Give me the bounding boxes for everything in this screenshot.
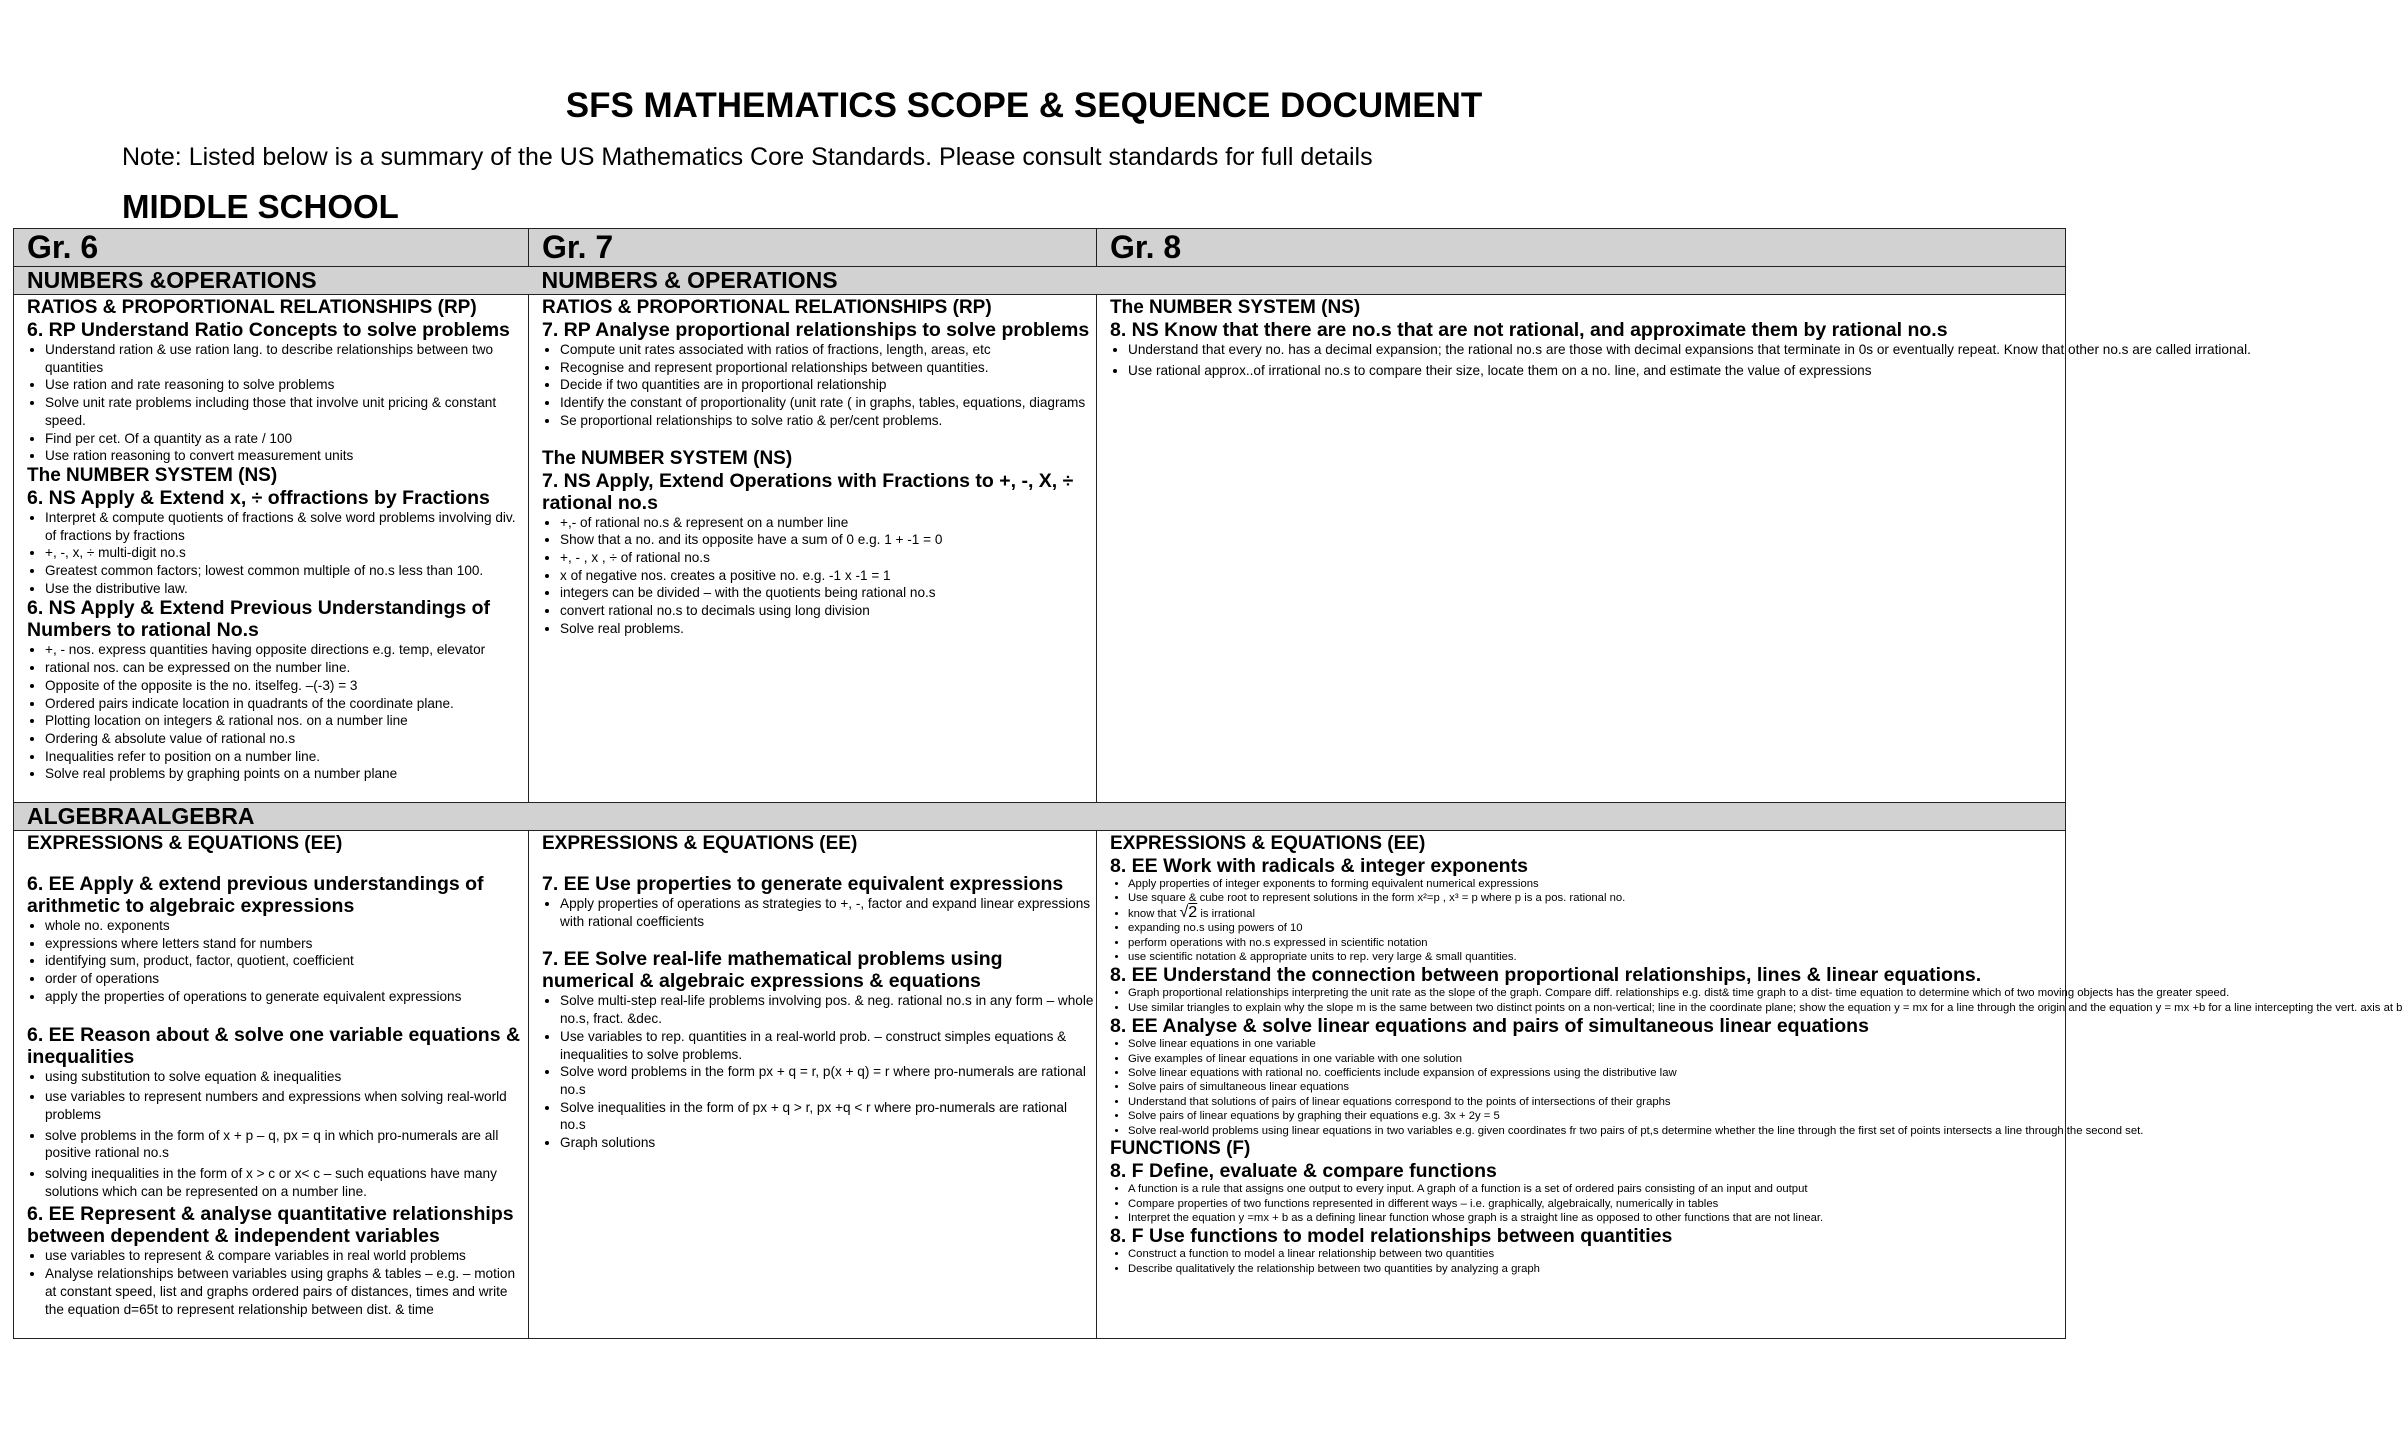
list-item: • Identify the constant of proportionality (unit rate ( in graphs, tables, equations, diagrams (560, 394, 1096, 412)
grade-header-row (14, 229, 2066, 267)
cluster-heading: 7. EE Use properties to generate equivalent expressions (542, 873, 1064, 895)
list-item: • Compare properties of two functions represented in different ways – i.e. graphically, algebraically, numerically in tables (1128, 1197, 2065, 1211)
algebra-g6-cell (14, 831, 529, 1339)
list-item: • Ordered pairs indicate location in quadrants of the coordinate plane. (45, 695, 528, 713)
list-item: • Graph proportional relationships interpreting the unit rate as the slope of the graph. Compare diff. relationships e.g. dist& time graph to a dist- time equation to determine which of two moving objects has the greater speed. (1128, 986, 2065, 1000)
cluster-heading: 7. NS Apply, Extend Operations with Fractions to +, -, X, ÷ rational no.s (542, 469, 1074, 514)
list-item: • Understand that solutions of pairs of linear equations correspond to the points of intersections of their graphs (1128, 1095, 2065, 1109)
list-item: • Construct a function to model a linear relationship between two quantities (1128, 1247, 2065, 1261)
algebra-strand: ALGEBRAALGEBRA (14, 803, 2066, 831)
standards-list (1110, 877, 2065, 906)
cluster-heading: 6. EE Apply & extend previous understandings of arithmetic to algebraic expressions (27, 873, 484, 917)
numbers-strand-row (14, 267, 2066, 295)
grade-8-header: Gr. 8 (1097, 229, 2066, 267)
list-item: • Analyse relationships between variables using graphs & tables – e.g. – motion at constant speed, list and graphs ordered pairs of distances, times and write the equation d=65t to represent relationship between dist. & time (45, 1265, 528, 1318)
numbers-strand-g6: NUMBERS &OPERATIONS (14, 267, 529, 295)
domain-heading: EXPRESSIONS & EQUATIONS (EE) (27, 833, 343, 854)
grade-6-header: Gr. 6 (14, 229, 529, 267)
standards-list (1110, 921, 2065, 964)
list-item: • Solve linear equations in one variable (1128, 1037, 2065, 1051)
domain-heading: FUNCTIONS (F) (1110, 1138, 1251, 1160)
list-item: • integers can be divided – with the quotients being rational no.s (560, 584, 1096, 602)
list-item: • Solve word problems in the form px + q = r, p(x + q) = r where pro-numerals are rational no.s (560, 1063, 1096, 1098)
algebra-g8-cell (1097, 831, 2402, 1339)
list-item: • Use rational approx..of irrational no.s to compare their size, locate them on a no. line, and estimate the value of expressions (1128, 362, 2065, 380)
standards-list (542, 895, 1096, 930)
list-item: • Solve real problems by graphing points on a number plane (45, 765, 528, 783)
list-item: • identifying sum, product, factor, quotient, coefficient (45, 952, 528, 970)
domain-heading: EXPRESSIONS & EQUATIONS (EE) (1110, 833, 1426, 854)
list-item: • Use similar triangles to explain why the slope m is the same between two distinct points on a non-vertical; line in the coordinate plane; show the equation y = mx for a line through the origin and the equation y = mx +b for a line intercepting the vert. axis at b (1128, 1001, 2065, 1015)
list-item: • Solve unit rate problems including those that involve unit pricing & constant speed. (45, 394, 528, 429)
list-item: • Describe qualitatively the relationship between two quantities by analyzing a graph (1128, 1262, 2065, 1276)
list-item: • perform operations with no.s expressed in scientific notation (1128, 936, 2065, 950)
standards-list (1110, 1247, 2065, 1276)
list-item: • Graph solutions (560, 1134, 1096, 1152)
cluster-heading: 7. EE Solve real-life mathematical problems using numerical & algebraic expressions & equations (542, 948, 1003, 993)
standards-list (1110, 1037, 2144, 1138)
list-item: • Use ration and rate reasoning to solve problems (45, 376, 528, 394)
standards-list (27, 1247, 528, 1318)
cluster-heading: 8. EE Work with radicals & integer exponents (1110, 855, 1528, 877)
domain-heading: RATIOS & PROPORTIONAL RELATIONSHIPS (RP) (27, 297, 477, 318)
list-item: • rational nos. can be expressed on the number line. (45, 659, 528, 677)
list-item: • Greatest common factors; lowest common multiple of no.s less than 100. (45, 562, 528, 580)
list-item: • use variables to represent & compare variables in real world problems (45, 1247, 528, 1265)
standards-list (542, 341, 1096, 430)
document-title: SFS MATHEMATICS SCOPE & SEQUENCE DOCUMENT (565, 86, 1483, 125)
list-item: • Solve linear equations with rational no. coefficients include expansion of expressions using the distributive law (1128, 1066, 2065, 1080)
domain-heading: EXPRESSIONS & EQUATIONS (EE) (542, 833, 858, 854)
list-item: • solving inequalities in the form of x > c or x< c – such equations have many solutions which can be represented on a number line. (45, 1165, 528, 1200)
list-item: • +, - nos. express quantities having opposite directions e.g. temp, elevator (45, 641, 528, 659)
square-root-icon: √2 (1179, 903, 1198, 921)
standards-list (27, 341, 528, 465)
list-item: • Solve real problems. (560, 620, 1096, 638)
cluster-heading: 8. NS Know that there are no.s that are not rational, and approximate them by rational no.s (1110, 319, 1948, 341)
list-item: • Use square & cube root to represent solutions in the form x²=p , x³ = p where p is a pos. rational no. (1128, 891, 2065, 905)
cluster-heading: 6. EE Represent & analyse quantitative relationships between dependent & independent variables (27, 1203, 514, 1248)
list-item: • +, -, x, ÷ multi-digit no.s (45, 544, 528, 562)
domain-heading: The NUMBER SYSTEM (NS) (27, 464, 278, 486)
list-item: • Solve inequalities in the form of px + q > r, px +q < r where pro-numerals are rational no.s (560, 1099, 1096, 1134)
list-item: • Decide if two quantities are in proportional relationship (560, 376, 1096, 394)
list-item: • use variables to represent numbers and expressions when solving real-world problems (45, 1088, 528, 1123)
list-item: • Solve multi-step real-life problems involving pos. & neg. rational no.s in any form – whole no.s, fract. &dec. (560, 992, 1096, 1027)
list-item: • expressions where letters stand for numbers (45, 935, 528, 953)
cluster-heading: 8. F Use functions to model relationships between quantities (1110, 1225, 1673, 1248)
list-item: • Recognise and represent proportional relationships between quantities. (560, 359, 1096, 377)
document-note: Note: Listed below is a summary of the US Mathematics Core Standards. Please consult standards for full details (122, 143, 1373, 171)
algebra-g7-cell (529, 831, 1097, 1339)
list-item: • Show that a no. and its opposite have a sum of 0 e.g. 1 + -1 = 0 (560, 531, 1096, 549)
list-item: • order of operations (45, 970, 528, 988)
list-item: • +, - , x , ÷ of rational no.s (560, 549, 1096, 567)
standards-list (27, 509, 528, 598)
list-item: • x of negative nos. creates a positive no. e.g. -1 x -1 = 1 (560, 567, 1096, 585)
list-item: • Ordering & absolute value of rational no.s (45, 730, 528, 748)
list-item: • Apply properties of operations as strategies to +, -, factor and expand linear expressions with rational coefficients (560, 895, 1096, 930)
numbers-strand-g8 (1097, 267, 2066, 295)
numbers-g6-cell (14, 295, 529, 803)
list-item: • know that √2 is irrational (1128, 906, 2065, 921)
list-item: • Use the distributive law. (45, 580, 528, 598)
list-item: • use scientific notation & appropriate units to rep. very large & small quantities. (1128, 950, 2065, 964)
list-item: • Interpret & compute quotients of fractions & solve word problems involving div. of fractions by fractions (45, 509, 528, 544)
list-item: • Use ration reasoning to convert measurement units (45, 447, 528, 465)
list-item: • solve problems in the form of x + p – q, px = q in which pro-numerals are all positive rational no.s (45, 1127, 528, 1162)
cluster-heading: 7. RP Analyse proportional relationships to solve problems (542, 319, 1090, 341)
list-item: • Find per cet. Of a quantity as a rate / 100 (45, 430, 528, 448)
standards-list (1110, 986, 2402, 1015)
standards-list (542, 992, 1096, 1151)
list-item: • Solve pairs of simultaneous linear equations (1128, 1080, 2065, 1094)
numbers-content-row (14, 295, 2066, 803)
domain-heading: The NUMBER SYSTEM (NS) (1110, 297, 1361, 318)
standards-list (27, 1068, 528, 1201)
list-item: • Understand ration & use ration lang. to describe relationships between two quantities (45, 341, 528, 376)
list-item: • Solve pairs of linear equations by graphing their equations e.g. 3x + 2y = 5 (1128, 1109, 2065, 1123)
list-item: • +,- of rational no.s & represent on a number line (560, 514, 1096, 532)
cluster-heading: 8. F Define, evaluate & compare functions (1110, 1160, 1497, 1183)
standards-list (27, 641, 528, 783)
algebra-content-row (14, 831, 2066, 1339)
algebra-strand-row (14, 803, 2066, 831)
list-item: • Se proportional relationships to solve ratio & per/cent problems. (560, 412, 1096, 430)
list-item: • whole no. exponents (45, 917, 528, 935)
numbers-strand-g7: NUMBERS & OPERATIONS (529, 267, 1097, 295)
list-item: • Give examples of linear equations in one variable with one solution (1128, 1052, 2065, 1066)
numbers-g8-cell (1097, 295, 2251, 803)
list-item: • Solve real-world problems using linear equations in two variables e.g. given coordinates fr two pairs of pt,s determine whether the line through the first set of points intersects a line through the second set. (1128, 1124, 2065, 1138)
cluster-heading: 6. RP Understand Ratio Concepts to solve problems (27, 319, 510, 341)
numbers-g7-cell (529, 295, 1097, 803)
standards-list (542, 514, 1096, 638)
school-level-heading: MIDDLE SCHOOL (122, 188, 399, 225)
list-item: • apply the properties of operations to generate equivalent expressions (45, 988, 528, 1006)
list-item: • Interpret the equation y =mx + b as a defining linear function whose graph is a straight line as opposed to other functions that are not linear. (1128, 1211, 2065, 1225)
domain-heading: RATIOS & PROPORTIONAL RELATIONSHIPS (RP) (542, 297, 992, 318)
list-item: • Plotting location on integers & rational nos. on a number line (45, 712, 528, 730)
domain-heading: The NUMBER SYSTEM (NS) (542, 447, 793, 469)
cluster-heading: 6. NS Apply & Extend x, ÷ offractions by Fractions (27, 486, 490, 509)
cluster-heading: 6. NS Apply & Extend Previous Understandings of Numbers to rational No.s (27, 597, 491, 642)
standards-list (1110, 903, 2065, 921)
standards-list (27, 917, 528, 1006)
list-item: • expanding no.s using powers of 10 (1128, 921, 2065, 935)
scope-sequence-table (13, 228, 2402, 1339)
grade-7-header: Gr. 7 (529, 229, 1097, 267)
list-item: • A function is a rule that assigns one output to every input. A graph of a function is a set of ordered pairs consisting of an input and output (1128, 1182, 2065, 1196)
list-item: • Apply properties of integer exponents to forming equivalent numerical expressions (1128, 877, 2065, 891)
cluster-heading: 8. EE Understand the connection between proportional relationships, lines & linear equations. (1110, 964, 1982, 987)
list-item: • Opposite of the opposite is the no. itselfeg. –(-3) = 3 (45, 677, 528, 695)
list-item: • convert rational no.s to decimals using long division (560, 602, 1096, 620)
list-item: • Use variables to rep. quantities in a real-world prob. – construct simples equations & inequalities to solve problems. (560, 1028, 1096, 1063)
standards-list (1110, 1182, 2065, 1225)
list-item: • Compute unit rates associated with ratios of fractions, length, areas, etc (560, 341, 1096, 359)
cluster-heading: 8. EE Analyse & solve linear equations and pairs of simultaneous linear equations (1110, 1015, 1869, 1038)
list-item: • using substitution to solve equation & inequalities (45, 1068, 528, 1086)
list-item: • Understand that every no. has a decimal expansion; the rational no.s are those with decimal expansions that terminate in 0s or eventually repeat. Know that other no.s are called irrational. (1128, 341, 2065, 359)
list-item: • Inequalities refer to position on a number line. (45, 748, 528, 766)
cluster-heading: 6. EE Reason about & solve one variable equations & inequalities (27, 1023, 521, 1068)
standards-list (1110, 341, 2251, 379)
